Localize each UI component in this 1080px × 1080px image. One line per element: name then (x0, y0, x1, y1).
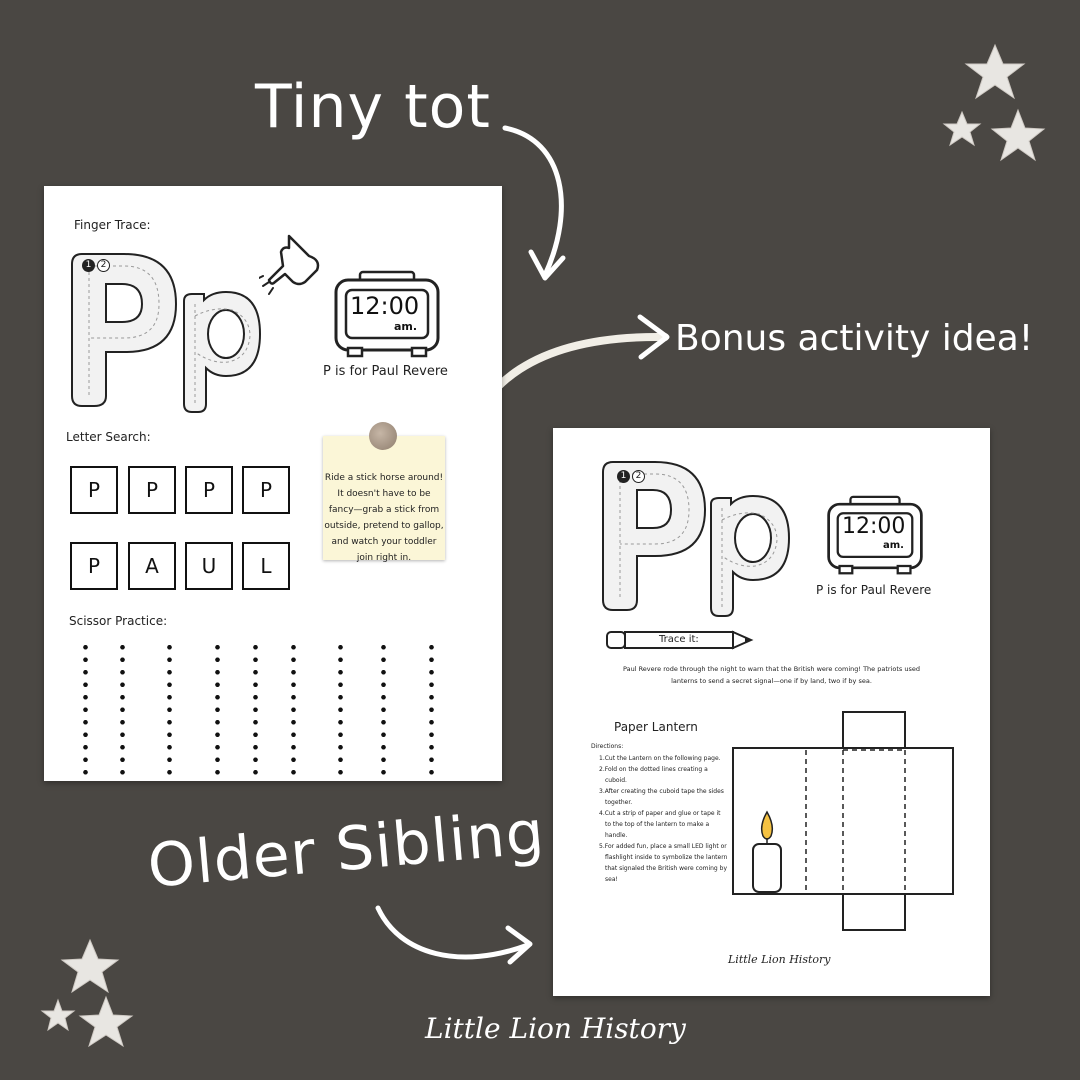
clock-ampm: am. (394, 320, 418, 333)
tiny-tot-heading: Tiny tot (255, 72, 491, 142)
letter-search-box: P (242, 466, 290, 514)
direction-line: to the top of the lantern to make a (605, 821, 710, 828)
direction-line: flashlight inside to symbolize the lantern (605, 854, 728, 861)
direction-line: 3.After creating the cuboid tape the sides (599, 788, 724, 795)
p-is-for-caption: P is for Paul Revere (816, 583, 932, 597)
story-line: Paul Revere rode through the night to warn that the British were coming! The patriots used (622, 665, 920, 673)
story-line: lanterns to send a secret signal—one if by land, two if by sea. (671, 677, 872, 685)
direction-line: cuboid. (605, 777, 627, 784)
letter-search-box: P (70, 466, 118, 514)
clock-time: 12:00 (350, 292, 420, 320)
candle-icon (749, 808, 785, 898)
stroke-1-badge: 1 (617, 470, 630, 483)
older-sibling-worksheet (553, 428, 990, 996)
cut-line (429, 641, 434, 776)
sheet-footer: Little Lion History (728, 953, 831, 966)
letter-P-trace (599, 458, 799, 618)
letter-search-label: Letter Search: (66, 430, 151, 444)
directions-label: Directions: (591, 743, 624, 750)
stroke-2-badge: 2 (97, 259, 110, 272)
letter-search-box: P (70, 542, 118, 590)
pushpin-icon (369, 422, 397, 450)
direction-line: sea! (605, 876, 618, 883)
cut-line (215, 641, 220, 776)
sticky-note-line: outside, pretend to gallop, (324, 521, 444, 531)
direction-line: 1.Cut the Lantern on the following page. (599, 755, 721, 762)
sticky-note-line: join right in. (356, 553, 412, 563)
direction-line: 2.Fold on the dotted lines creating a (599, 766, 708, 773)
sticky-note-line: and watch your toddler (331, 537, 437, 547)
sticky-note-line: fancy—grab a stick from (328, 505, 440, 515)
cut-line (381, 641, 386, 776)
scissor-practice-label: Scissor Practice: (69, 614, 168, 628)
direction-line: together. (605, 799, 633, 806)
cut-line (120, 641, 125, 776)
sticky-note-line: Ride a stick horse around! (324, 473, 444, 483)
letter-search-box: A (128, 542, 176, 590)
direction-line: 5.For added fun, place a small LED light or (599, 843, 727, 850)
directions-list (599, 753, 729, 885)
clock-time: 12:00 (842, 514, 906, 539)
brand-signature: Little Lion History (425, 1012, 686, 1045)
tiny-tot-worksheet (44, 186, 502, 781)
stars-bottom-left-icon (40, 935, 150, 1055)
letter-search-box: L (242, 542, 290, 590)
stroke-1-badge: 1 (82, 259, 95, 272)
clock-ampm: am. (883, 540, 904, 551)
stars-top-right-icon (940, 40, 1050, 180)
letter-search-box: P (185, 466, 233, 514)
arrow-tiny-tot-icon (495, 120, 585, 290)
cut-line (253, 641, 258, 776)
direction-line: that signaled the British were coming by (605, 865, 727, 872)
pointing-hand-icon (259, 226, 329, 296)
letter-search-box: P (128, 466, 176, 514)
cut-line (167, 641, 172, 776)
paper-lantern-title: Paper Lantern (614, 720, 698, 734)
cut-line (83, 641, 88, 776)
sticky-note-line: It doesn't have to be (337, 489, 431, 499)
stroke-2-badge: 2 (632, 470, 645, 483)
arrow-older-sibling-icon (370, 900, 540, 980)
trace-it-label: Trace it: (659, 634, 699, 645)
direction-line: handle. (605, 832, 628, 839)
sticky-note (323, 436, 445, 563)
letter-P-trace (64, 246, 264, 421)
bonus-activity-heading: Bonus activity idea! (675, 318, 1034, 359)
letter-search-box: U (185, 542, 233, 590)
direction-line: 4.Cut a strip of paper and glue or tape it (599, 810, 721, 817)
p-is-for-caption: P is for Paul Revere (323, 364, 448, 379)
cut-line (291, 641, 296, 776)
older-sibling-heading: Older Sibling (144, 797, 548, 902)
cut-line (338, 641, 343, 776)
finger-trace-label: Finger Trace: (74, 218, 151, 232)
